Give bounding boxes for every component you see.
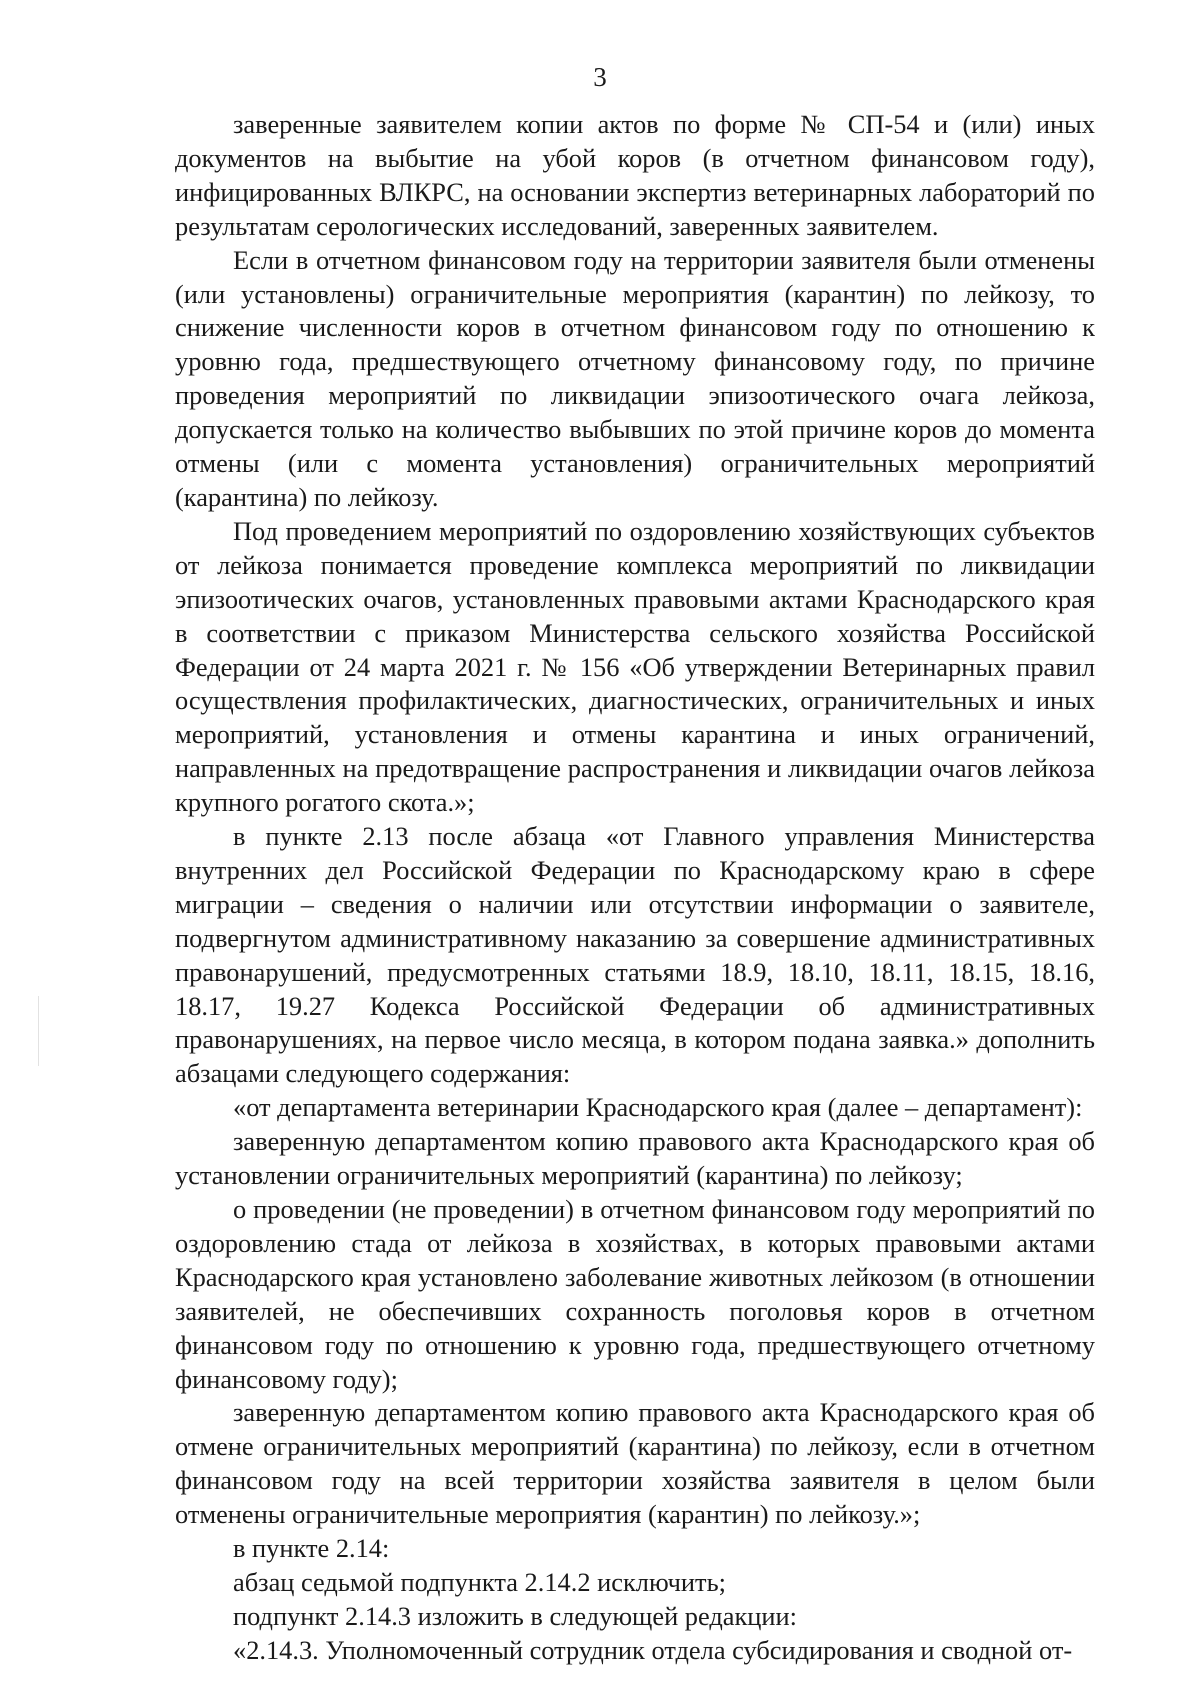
paragraph: заверенную департаментом копию правового акта Краснодарского края об отмене ограничительных мероприятий (карантина) по лейкозу, если в отчетном финансовом году на всей территории хозяйства заявителя в целом были отменены ограничительные мероприятия (карантин) по лейкозу.»; xyxy=(175,1397,1095,1530)
paragraph: «2.14.3. Уполномоченный сотрудник отдела субсидирования и сводной от- xyxy=(233,1634,1073,1665)
paragraph: заверенную департаментом копию правового акта Краснодарского края об установлении ограничительных мероприятий (карантина) по лейкозу; xyxy=(175,1126,1095,1191)
paragraph: о проведении (не проведении) в отчетном финансовом году мероприятий по оздоровлению стада от лейкоза в хозяйствах, в которых правовыми актами Краснодарского края установлено заболевание животных лейкозом (в отношении заявителей, не обеспечивших сохранность поголовья коров в отчетном финансовом году по отношению к уровню года, предшествующего отчетному финансовому году); xyxy=(175,1194,1095,1394)
paragraph: «от департамента ветеринарии Краснодарского края (далее – департамент): xyxy=(233,1092,1083,1123)
document-body xyxy=(175,108,1095,1668)
scan-artifact xyxy=(38,996,39,1066)
paragraph: в пункте 2.13 после абзаца «от Главного управления Министерства внутренних дел Российской Федерации по Краснодарскому краю в сфере миграции – сведения о наличии или отсутствии информации о заявителе, подвергнутом административному наказанию за совершение административных правонарушений, предусмотренных статьями 18.9, 18.10, 18.11, 18.15, 18.16, 18.17, 19.27 Кодекса Российской Федерации об административных правонарушениях, на первое число месяца, в котором подана заявка.» дополнить абзацами следующего содержания: xyxy=(175,821,1095,1089)
paragraph: Под проведением мероприятий по оздоровлению хозяйствующих субъектов от лейкоза понимается проведение комплекса мероприятий по ликвидации эпизоотических очагов, установленных правовыми актами Краснодарского края в соответствии с приказом Министерства сельского хозяйства Российской Федерации от 24 марта 2021 г. № 156 «Об утверждении Ветеринарных правил осуществления профилактических, диагностических, ограничительных и иных мероприятий, установления и отмены карантина и иных ограничений, направленных на предотвращение распространения и ликвидации очагов лейкоза крупного рогатого скота.»; xyxy=(175,515,1095,818)
paragraph: подпункт 2.14.3 изложить в следующей редакции: xyxy=(233,1600,798,1631)
paragraph: Если в отчетном финансовом году на территории заявителя были отменены (или установлены) ограничительные мероприятия (карантин) по лейкозу, то снижение численности коров в отчетном финансовом году по отношению к уровню года, предшествующего отчетному финансовому году, по причине проведения мероприятий по ликвидации эпизоотического очага лейкоза, допускается только на количество выбывших по этой причине коров до момента отмены (или с момента установления) ограничительных мероприятий (карантина) по лейкозу. xyxy=(175,244,1095,512)
paragraph: абзац седьмой подпункта 2.14.2 исключить; xyxy=(233,1566,726,1597)
page-number: 3 xyxy=(593,62,607,92)
paragraph: заверенные заявителем копии актов по форме № СП-54 и (или) иных документов на выбытие на убой коров (в отчетном финансовом году), инфицированных ВЛКРС, на основании экспертиз ветеринарных лабораторий по результатам серологических исследований, заверенных заявителем. xyxy=(175,109,1095,241)
paragraph: в пункте 2.14: xyxy=(233,1533,390,1564)
